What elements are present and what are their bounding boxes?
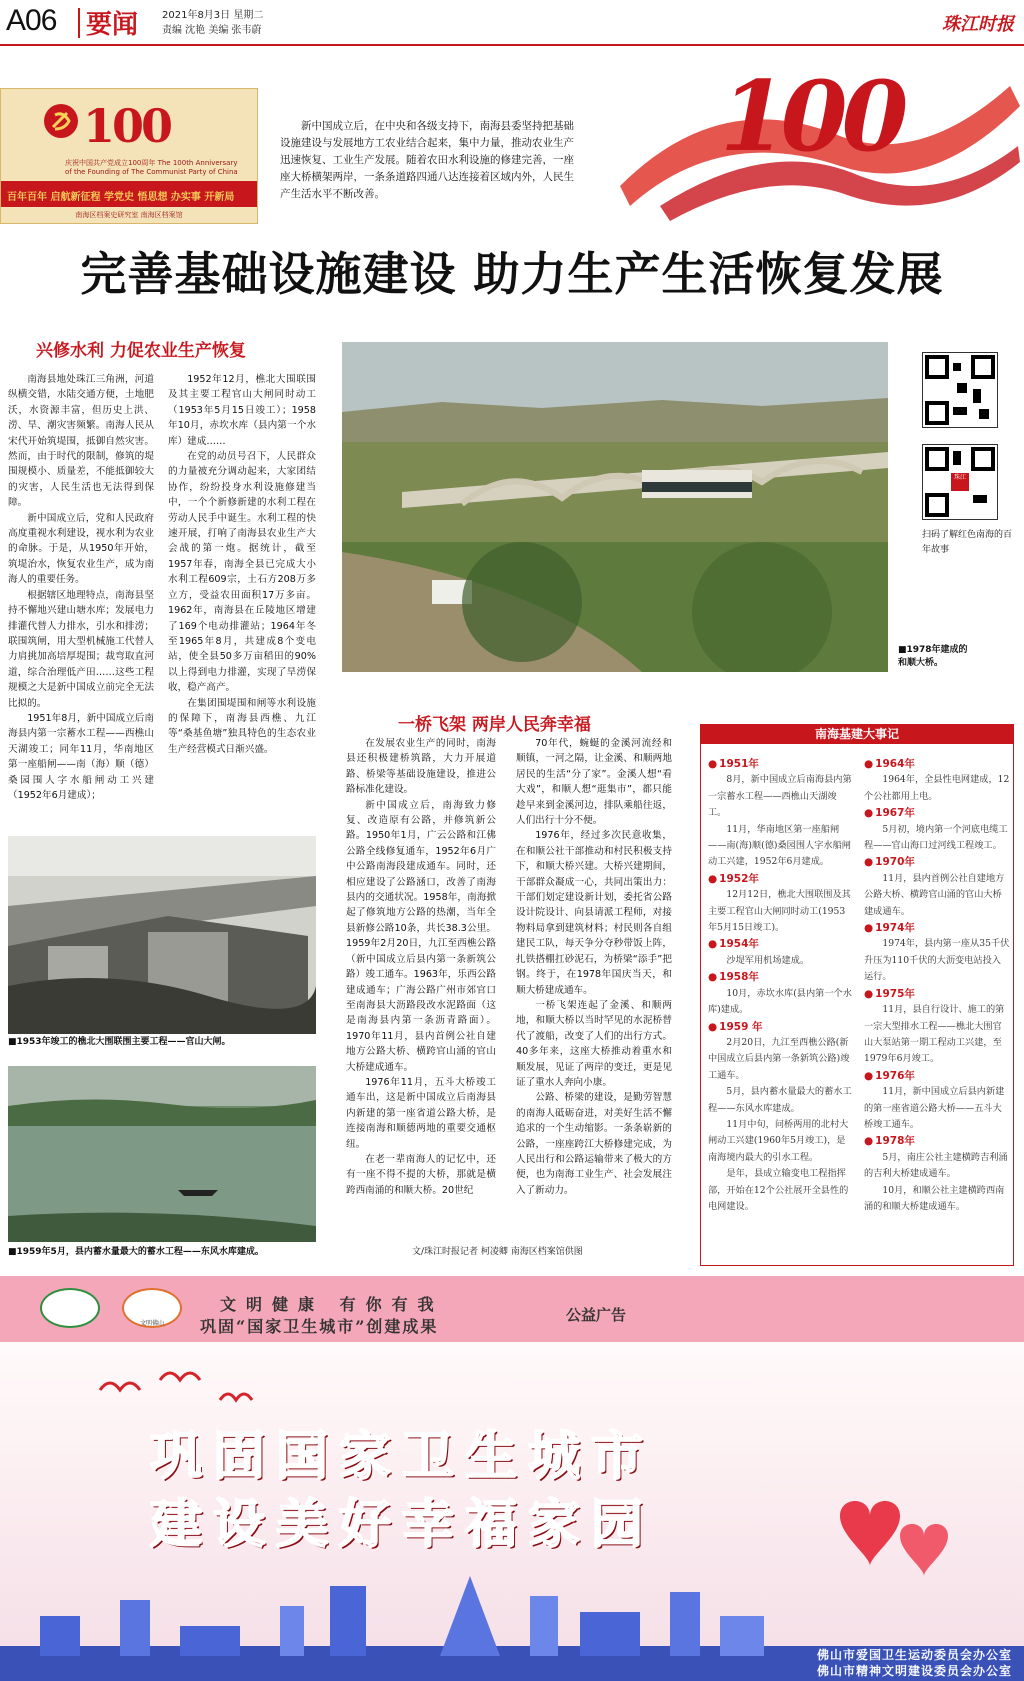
timeline-entry: 11月，新中国成立后县内新建的第一座省道公路大桥——五斗大桥竣工通车。 [864,1086,1005,1130]
party-emblem-icon [43,103,79,139]
timeline-year: ● 1970年 [864,854,1010,870]
dam-photo [8,836,316,1034]
issue-editors: 责编 沈艳 美编 张韦蔚 [162,25,262,36]
timeline-entry: 11月中旬，问桥两用的北村大闸动工兴建(1960年5月竣工)，是南海境内最大的引水工程。 [708,1118,849,1163]
timeline-entry: 11月，华南地区第一座船闸——南(海)顺(德)桑园围人字水船闸动工兴建，1952年6月建成。 [708,823,851,868]
issue-meta [162,8,263,38]
public-service-ad [0,1276,1024,1681]
timeline-year: ● 1976年 [864,1068,1010,1084]
article1-column-2 [168,372,316,840]
timeline-year: ● 1967年 [864,805,1010,821]
section-divider [78,8,80,38]
timeline-title: 南海基建大事记 [700,724,1014,744]
paragraph: 70年代，蜿蜒的金溪河流经和顺镇，一河之隔，让金溪、和顺两地居民的生活“分了家”。金溪人想“看大戏”，和顺人想“逛集市”，都只能趁早来到金溪河边，排队乘船往返，人们出行十分不便。 [516,738,672,827]
timeline-entry: 沙堤军用机场建成。 [726,954,810,966]
article2-column-1 [346,736,496,1236]
page-header [0,0,1024,46]
bridge-photo-caption: ■1978年建成的和顺大桥。 [898,645,968,668]
timeline-year: ● 1951年 [708,756,854,772]
timeline-entry: 2月20日，九江至西樵公路(新中国成立后县内第一条新筑公路)竣工通车。 [708,1036,850,1081]
timeline-year: ● 1978年 [864,1133,1010,1149]
timeline-entry: 5月，县内蓄水量最大的蓄水工程——东风水库建成。 [708,1086,852,1114]
timeline-entry: 11月，县自行设计、施工的第一宗大型排水工程——樵北大围官山大泵站第一期工程动工兴建，至1979年6月竣工。 [864,1004,1005,1065]
paragraph: 新中国成立后，南海致力修复、改造原有公路，并修筑新公路。1950年1月，广云公路和江佛公路全线修复通车，1952年6月广中公路南海段建成通车。同时，还相应建设了公路涵口，改善了南海县内的交通状况。1958年，南海掀起了修筑地方公路的热潮，当年全县新修公路10条，共长38.3公里。1959年2月20日，九江至西樵公路（新中国成立后县内第一条新筑公路）竣工通车。1963年，乐西公路建成通车；广海公路广州市郊官口至南海县大沥路段改水泥路面（这是南海县内第一条沥青路面）。1970年11月，县内首例公社自建地方公路大桥、横跨官山涌的官山大桥建成通车。 [346,799,496,1073]
timeline-entry: 12月12日，樵北大围联围及其主要工程官山大闸同时动工(1953年5月15日竣工)。 [708,889,851,934]
centenary-deco-number: 100 [720,60,903,173]
issue-date: 2021年8月3日 星期二 [162,10,264,21]
qr-code-icon [922,352,998,428]
timeline-year: ● 1975年 [864,986,1010,1002]
article1-column-1 [8,372,154,822]
ad-tag: 公益广告 [566,1306,627,1324]
paragraph: 在党的动员号召下，人民群众的力量被充分调动起来，大家团结协作，纷纷投身水利设施修建当中，一个个新修新建的水利工程在劳动人民手中诞生。水利工程的快速开展，打响了南海县农业生产大会战的第一炮。据统计，截至1957年春，南海全县已完成大小水利工程609宗，土石方208万多立方，受益农田面积17万多亩。1962年，南海县在丘陵地区增建了169个电动排灌站；1964年冬至1965年8月，共建成8个变电站，使全县50多万亩稻田的90%以上得到电力排灌，实现了旱涝保收，稳产高产。 [168,451,316,694]
bridge-photo [342,342,888,672]
ad-slogan-2: 巩固“国家卫生城市”创建成果 [200,1317,439,1336]
paragraph: 公路、桥梁的建设，是勤劳智慧的南海人砥砺奋进，对美好生活不懈追求的一个生动缩影。一条条崭新的公路，一座座跨江大桥修建完成，为人民出行和公路运输带来了极大的方便，也为南海工业生产、社会发展注入了新动力。 [516,1092,672,1196]
article-credit: 文/珠江时报记者 柯凌卿 南海区档案馆供图 [412,1247,583,1257]
health-city-logo-icon [40,1288,100,1328]
timeline-column-right [864,756,1010,1215]
page-number: A06 [6,4,57,37]
timeline-entry: 5月初，境内第一个河底电缆工程——官山海口过河线工程竣工。 [864,823,1008,852]
timeline-year: ● 1954年 [708,936,854,952]
qr-badge-text: 珠江 [953,474,966,481]
doves-icon [90,1360,290,1420]
dam-photo-caption: ■1953年竣工的樵北大围联围主要工程——官山大闸。 [8,1037,231,1047]
paragraph: 一桥飞架连起了金溪、和顺两地，和顺大桥以当时罕见的水泥桥替代了渡船，改变了人们的出行方式。40多年来，这座大桥推动着重水和顺发展，见证了两岸的变迁，更是见证了重水人奔向小康。 [516,999,672,1088]
page-headline: 完善基础设施建设 助力生产生活恢复发展 [80,247,944,301]
paragraph: 南海县地处珠江三角洲，河道纵横交错，水陆交通方便，土地肥沃，水资源丰富，但历史上洪、涝、旱、潮灾害频繁。南海人民从宋代开始筑堤围，抵御自然灾害。然而，由于时代的限制，修筑的堤围规模小、质量差，不能抵御较大的灾害，人民生活也无法得到保障。 [8,374,154,509]
article2-title: 一桥飞架 两岸人民奔幸福 [398,715,591,735]
ad-headline-2: 建设美好幸福家园 [150,1495,655,1555]
paragraph: 根据辖区地理特点，南海县坚持不懈地兴建山塘水库；发展电力排灌代替人力排水，引水和排涝；联围筑闸，用大型机械施工代替人力肩挑加高培厚堤围；裁弯取直河道，综合治理低产田……这些工程规模之大是新中国成立前完全无法比拟的。 [8,589,154,709]
timeline-entry: 1964年，全县性电网建成，12个公社都用上电。 [864,774,1010,802]
paragraph: 新中国成立后，党和人民政府高度重视水利建设，视水利为农业的命脉。于是，从1950年开始，筑堤治水，恢复农业生产，成为南海人的重要任务。 [8,512,154,586]
timeline-entry: 1974年，县内第一座从35千伏升压为110千伏的大沥变电站投入运行。 [864,938,1010,983]
ad-sponsor-1: 佛山市爱国卫生运动委员会办公室 [816,1648,1012,1662]
paragraph: 1976年，经过多次民意收集，在和顺公社干部推动和村民积极支持下，和顺大桥兴建。大桥兴建期间，干部群众凝成一心，共同出策出力：干部们划定建设新计划，委托省公路设计院设计、向县请派工程师，对接物料局拿到建筑材料；村民则各自组建民工队，每天争分夺秒带饭上阵，扎铁搭棚扛砂泥石，为桥梁“添手”把钢。终于，在1978年国庆当天，和顺大桥建成通车。 [516,830,672,996]
timeline-entry: 10月，赤坎水库(县内第一个水库)建成。 [708,987,852,1016]
centenary-slogan: 百年百年 启航新征程 学党史 悟思想 办实事 开新局 [1,181,257,207]
lead-paragraph: 新中国成立后，在中央和各级支持下，南海县委坚持把基础设施建设与发展地方工农业结合起来，集中力量，推动农业生产迅速恢复、工业生产发展。随着农田水利设施的修建完善，一座座大桥横架两岸，一条条道路四通八达连接着区域内外，人民生产生活水平不断改善。 [280,120,574,200]
reservoir-photo [8,1066,316,1242]
centenary-subtitle: 庆祝中国共产党成立100周年 The 100th Anniversary of the Founding of The Communist Party of China [65,159,238,176]
qr-code-icon [922,444,998,520]
section-name: 要闻 [86,10,139,40]
timeline-entry: 是年，县成立输变电工程指挥部，开始在12个公社展开全县性的电网建设。 [708,1168,849,1212]
ad-sponsor-2: 佛山市精神文明建设委员会办公室 [816,1664,1012,1678]
centenary-banner [0,88,258,224]
newspaper-masthead: 珠江时报 [942,14,1014,35]
paragraph: 1952年12月，樵北大围联围及其主要工程官山大闸同时动工（1953年5月15日竣工）；1958年10月，赤坎水库（县内第一个水库）建成…… [168,374,316,447]
paragraph: 在集团围堤围和闸等水利设施的保障下，南海县西樵、九江等“桑基鱼塘”独具特色的生态农业生产经营模式日渐兴盛。 [168,697,316,755]
reservoir-photo-caption: ■1959年5月，县内蓄水量最大的蓄水工程——东风水库建成。 [8,1247,264,1257]
timeline-entry: 8月，新中国成立后南海县内第一宗蓄水工程——西樵山天湖竣工。 [708,774,852,819]
timeline-year: ● 1959 年 [708,1019,854,1035]
timeline-year: ● 1974年 [864,920,1010,936]
centenary-number: 100 [83,99,171,153]
qr-caption: 扫码了解红色南海的百年故事 [922,530,1013,555]
civilized-foshan-logo-icon [122,1288,182,1328]
timeline-year: ● 1964年 [864,756,1010,772]
article1-title: 兴修水利 力促农业生产恢复 [36,341,246,361]
timeline-entry: 11月，县内首例公社自建地方公路大桥、横跨官山涌的官山大桥建成通车。 [864,872,1005,917]
centenary-footer: 南海区档案史研究室 南海区档案馆 [75,211,183,219]
timeline-year: ● 1952年 [708,871,854,887]
timeline-entry: 10月，和顺公社主建横跨西南涌的和顺大桥建成通车。 [864,1184,1005,1212]
paragraph: 在老一辈南海人的记忆中，还有一座不得不提的大桥，那就是横跨西南涌的和顺大桥。20世纪 [346,1153,496,1196]
article2-column-2 [516,736,672,1236]
logo-label: 文明佛山 [139,1320,164,1327]
paragraph: 1976年11月，五斗大桥竣工通车出，这是新中国成立后南海县内新建的第一座省道公路大桥，是连接南海和顺德两地的重要交通枢纽。 [346,1076,496,1150]
paragraph: 在发展农业生产的同时，南海县还积极建桥筑路，大力开展道路、桥梁等基础设施建设，推进公路标准化建设。 [346,738,496,796]
paragraph: 1951年8月，新中国成立后南海县内第一宗蓄水工程——西樵山天湖竣工；同年11月，华南地区第一座船闸——南（海）顺（德）桑园围人字水船闸动工兴建（1952年6月建成）； [8,712,154,801]
timeline-entry: 5月，南庄公社主建横跨吉利涌的吉利大桥建成通车。 [864,1151,1008,1180]
timeline-column-left [708,756,854,1215]
timeline-year: ● 1958年 [708,969,854,985]
ad-headline-1: 巩固国家卫生城市 [150,1427,655,1487]
ad-slogan-1: 文明健康 有你有我 [220,1295,444,1314]
